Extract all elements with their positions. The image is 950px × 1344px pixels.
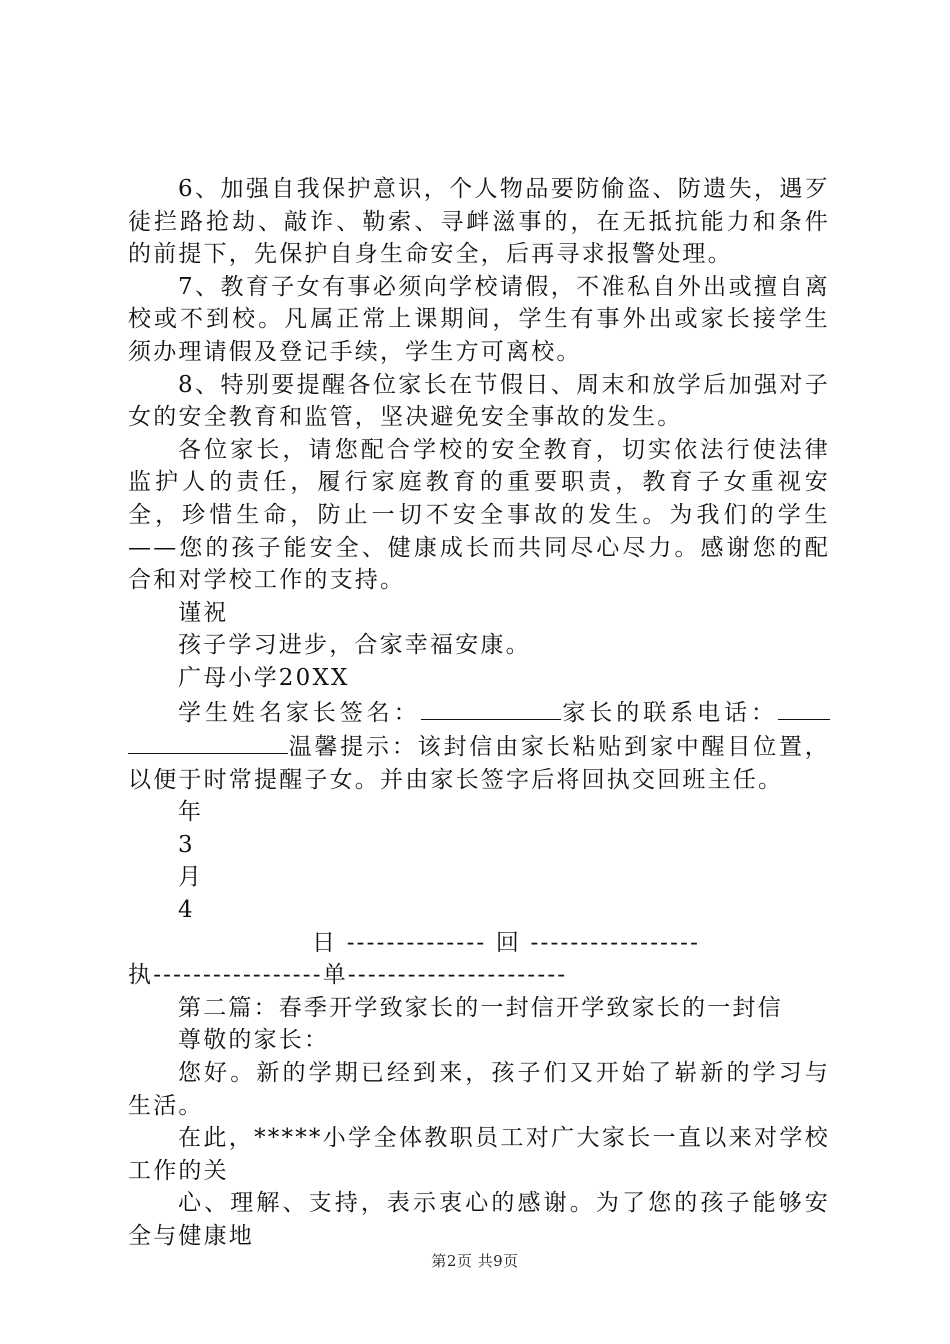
- paragraph-item-7: 7、教育子女有事必须向学校请假，不准私自外出或擅自离校或不到校。凡属正常上课期间，学生有事外出或家长接学生须办理请假及登记手续，学生方可离校。: [128, 273, 830, 365]
- second-letter-salutation: 尊敬的家长：: [178, 1027, 330, 1054]
- student-parent-label: 学生姓名家长签名：: [178, 699, 421, 726]
- phone-blank-part2[interactable]: [128, 729, 288, 754]
- paragraph-item-6: 6、加强自我保护意识，个人物品要防偷盗、防遗失，遇歹徒拦路抢劫、敲诈、勒索、寻衅滋事的，在无抵抗能力和条件的前提下，先保护自身生命安全，后再寻求报警处理。: [128, 176, 830, 268]
- second-letter-heading: 第二篇：春季开学致家长的一封信开学致家长的一封信: [178, 994, 783, 1021]
- wish-line: 孩子学习进步，合家幸福安康。: [178, 632, 531, 659]
- school-date-line: 广母小学20XX: [178, 664, 350, 691]
- paragraph-item-8: 8、特别要提醒各位家长在节假日、周末和放学后加强对子女的安全教育和监管，坚决避免安全事故的发生。: [128, 371, 830, 431]
- phone-label: 家长的联系电话：: [560, 699, 778, 726]
- date-year: 年: [178, 799, 204, 826]
- second-letter-greeting: 您好。新的学期已经到来，孩子们又开始了崭新的学习与生活。: [128, 1060, 830, 1119]
- date-day-number: 4: [178, 897, 195, 924]
- signature-blank[interactable]: [421, 695, 561, 720]
- signature-form: [128, 695, 830, 797]
- tip-text: 温馨提示：该封信由家长粘贴到家中醒目位置，以便于时常提醒子女。并由家长签字后将回执交回班主任。: [128, 734, 830, 793]
- second-letter-thanks-1: 在此，*****小学全体教职员工对广大家长一直以来对学校工作的关: [128, 1125, 830, 1184]
- date-month-number: 3: [178, 831, 195, 858]
- page-footer: 第2页 共9页: [431, 1252, 519, 1270]
- letter-body: [128, 173, 830, 1253]
- second-letter-thanks-2: 心、理解、支持，表示衷心的感谢。为了您的孩子能够安全与健康地: [128, 1190, 830, 1249]
- date-month: 月: [178, 864, 204, 891]
- receipt-line-2: 执-----------------单----------------------: [128, 962, 568, 989]
- receipt-line-1: 日 -------------- 回 -----------------: [312, 929, 701, 956]
- salute-line: 谨祝: [178, 599, 229, 626]
- appeal-paragraph: 各位家长，请您配合学校的安全教育，切实依法行使法律监护人的责任，履行家庭教育的重要职责，教育子女重视安全，珍惜生命，防止一切不安全事故的发生。为我们的学生——您的孩子能安全、健康成长而共同尽心尽力。感谢您的配合和对学校工作的支持。: [128, 436, 830, 594]
- phone-blank-part1[interactable]: [778, 695, 830, 720]
